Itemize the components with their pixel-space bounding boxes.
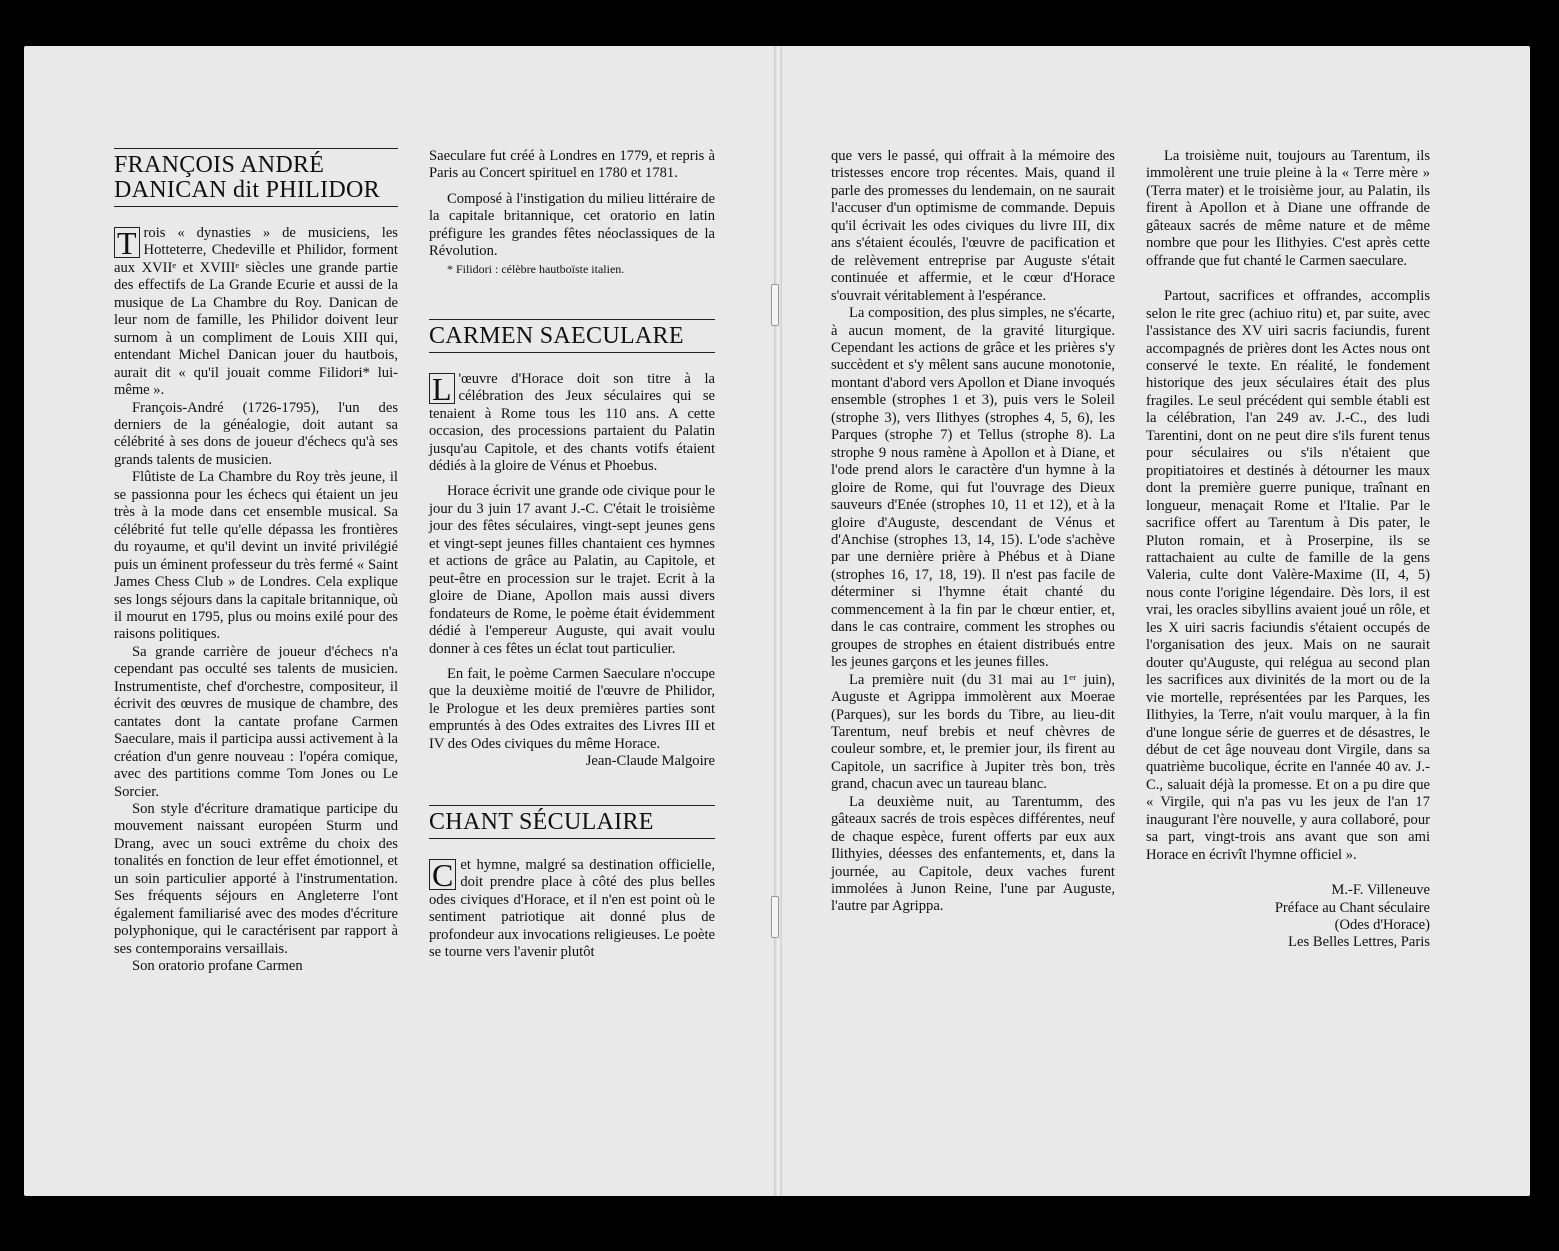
title-line-2: DANICAN dit PHILIDOR	[114, 177, 380, 203]
attribution-line: Préface au Chant séculaire	[1274, 899, 1430, 916]
paragraph: Composé à l'instigation du milieu littéraire de la capitale britannique, cet oratorio en latin préfigure les grandes fêtes néoclassiques de la Révolution.	[429, 190, 715, 260]
footnote: * Filidori : célèbre hautboïste italien.	[447, 261, 625, 276]
article-title-chant: CHANT SÉCULAIRE	[429, 805, 715, 839]
paragraph: Sa grande carrière de joueur d'échecs n'a cependant pas occulté ses talents de musicien. Instrumentiste, chef d'orchestre, compositeur, il écrivit des œuvres de musique de chambre, des cantates dont la cantate profane Carmen Saeculare, mais il participa aussi activement à la création d'un genre nouveau : l'opéra comique, avec des partitions comme Tom Jones ou Le Sorcier.	[114, 643, 398, 800]
paragraph: François-André (1726-1795), l'un des derniers de la généalogie, doit autant sa célébrité à ses dons de joueur d'échecs qu'à ses grands talents de musicien.	[114, 399, 398, 468]
attribution-publisher: Les Belles Lettres, Paris	[1288, 934, 1430, 951]
paragraph: La composition, des plus simples, ne s'écarte, à aucun moment, de la gravité liturgique. Cependant les actions de grâce et les prières s'y succèdent et s'y mêlent sans aucune monotonie, montant d'abord vers Apollon et Diane invoqués ensemble (strophes 1 et 3), puis vers le Soleil (strophe 3), vers Ilithyes (strophes 4, 5, 6), les Parques (strophe 7) et Tellus (strophe 8). La strophe 9 nous ramène à Apollon et à Diane, et l'ode prend alors le caractère d'un hymne à la gloire de Rome, qui fut l'ouvrage des Dieux sauveurs d'Enée (strophes 10, 11 et 12), et à la gloire d'Auguste, descendant de Vénus et d'Anchise (strophes 13, 14, 15). L'ode s'achève par une dernière prière à Phébus et à Diane (strophes 16, 17, 18, 19). Il n'est pas facile de déterminer si l'hymne était chanté du commencement à la fin par le chœur entier, et, dans le cas contraire, comment les strophes ou groupes de strophes en étaient distribués entre les jeunes garçons et les jeunes filles.	[831, 305, 1115, 671]
drop-cap: C	[429, 859, 456, 890]
attribution-line: (Odes d'Horace)	[1334, 917, 1430, 934]
paragraph: La troisième nuit, toujours au Tarentum, ils immolèrent une truie pleine à la « Terre mère » (Terra mater) et le troisième jour, au Palatin, ils firent à Apollon et à Diane une offrande de gâteaux sacrés de même nature et de même nombre que pour les Ilithyies. C'est après cette offrande que fut chanté le Carmen saeculare.	[1146, 148, 1430, 269]
column-3	[831, 148, 1115, 916]
column-1	[114, 148, 398, 975]
article-title-carmen: CARMEN SAECULARE	[429, 319, 715, 353]
staple-top	[771, 284, 779, 326]
attribution-author: M.-F. Villeneuve	[1331, 882, 1430, 899]
paragraph: Son style d'écriture dramatique participe du mouvement naissant européen Sturm und Drang, avec un souci extrême du choix des tonalités en fonction de leur effet émotionnel, et un soin particulier apporté à l'instrumentation. Ses fréquents séjours en Angleterre l'ont également familiarisé avec des modes d'écriture polyphonique, qui le caractérisent par rapport à ses contemporains versaillais.	[114, 800, 398, 957]
spine	[774, 46, 782, 1196]
attribution	[1146, 882, 1430, 952]
paragraph: Flûtiste de La Chambre du Roy très jeune, il se passionna pour les échecs qui étaient un jeu très à la mode dans cet ensemble musical. Sa célébrité fut telle qu'elle dépassa les frontières du royaume, et qu'il devint un invité privilégié puis un éminent professeur du très fermé « Saint James Chess Club » de Londres. Cela explique ses longs séjours dans la capitale britannique, où il mourut en 1795, plus ou moins exilé pour des raisons politiques.	[114, 469, 398, 643]
paragraph-text: 'œuvre d'Horace doit son titre à la célébration des Jeux séculaires qui se tenaient à Rome tous les 110 ans. A cette occasion, des processions partaient du Palatin jusqu'au Capitole, et des chants votifs étaient dédiés à la gloire de Vénus et Phoebus.	[429, 370, 715, 474]
paragraph: La deuxième nuit, au Tarentumm, des gâteaux sacrés de trois espèces différentes, neuf de chaque espèce, furent offerts par eux aux Ilithyies, déesses des enfantements, et, dans la journée, au Capitole, deux vaches furent immolées à Junon Reine, l'une par Auguste, l'autre par Agrippa.	[831, 793, 1115, 915]
drop-cap: L	[429, 373, 455, 404]
paragraph	[429, 371, 715, 476]
paragraph: Saeculare fut créé à Londres en 1779, et repris à Paris au Concert spirituel en 1780 et 1781.	[429, 148, 715, 182]
column-2	[429, 148, 715, 961]
paragraph: Partout, sacrifices et offrandes, accomplis selon le rite grec (achiuo ritu) et, par suite, avec l'assistance des XV uiri sacris faciundis, furent accompagnés de prières dont les Actes nous ont conservé le texte. En réalité, le fondement historique des jeux séculaires était des plus fragiles. Le seul précédent qui semble établi est la célébration, l'an 249 av. J.-C., des ludi Tarentini, dont on ne peut dire s'ils furent tenus pour séculaires ou s'ils n'étaient que propitiatoires et destinés à détourner les maux dont la première guerre punique, traînant en longueur, menaçait Rome et l'Italie. Par le sacrifice offert au Tarentum à Dis pater, le Pluton romain, et à Proserpine, ils se rattachaient au culte de famille de la gens Valeria, culte dont Valère-Maxime (II, 4, 5) nous conte l'origine légendaire. Dès lors, il est vrai, les oracles sibyllins avaient joué un rôle, et les X uiri sacris faciundis s'étaient occupés de l'organisation des jeux. Mais on ne saurait douter qu'Auguste, qui relégua au second plan les sacrifices aux divinités de la mort ou de la vie mortelle, représentées par les Parques, les Ilithyies, la Terre, n'ait voulu marquer, à la fin d'une longue série de guerres et de désastres, le début de cet âge nouveau dont Virgile, dans sa quatrième bucolique, écrite en l'année 40 av. J.-C., saluait déjà la promesse. Et on a pu dire que « Virgile, qui n'a pas vu les jeux de l'an 17 inaugurant l'ère nouvelle, y aura collaboré, pour sa part, vingt-trois ans avant que son ami Horace en écrivît l'hymne officiel ».	[1146, 288, 1430, 863]
paragraph-text: rois « dynasties » de musiciens, les Hotteterre, Chedeville et Philidor, forment aux XVIIᵉ et XVIIIᵉ siècles une grande partie des effectifs de La Grande Ecurie et aussi de la musique de La Chambre du Roy. Danican de leur nom de famille, les Philidor doivent leur surnom à un compliment de Louis XIII qui, entendant Michel Danican jouer du hautbois, aurait dit « qu'il jouait comme Filidori* lui-même ».	[114, 225, 398, 399]
signature: Jean-Claude Malgoire	[585, 753, 715, 770]
paragraph: La première nuit (du 31 mai au 1ᵉʳ juin), Auguste et Agrippa immolèrent aux Moerae (Parques), sur les bords du Tibre, au lieu-dit Tarentum, neuf brebis et neuf chèvres de couleur sombre, et, le premier jour, ils firent au Capitole, un sacrifice à Jupiter très bon, très grand, chacun avec un taureau blanc.	[831, 671, 1115, 793]
paragraph: En fait, le poème Carmen Saeculare n'occupe que la deuxième moitié de l'œuvre de Philidor, le Prologue et les deux premières parties sont empruntés à des Odes extraites des Livres III et IV des Odes civiques du même Horace.	[429, 665, 715, 752]
drop-cap: T	[114, 227, 140, 258]
paragraph: Horace écrivit une grande ode civique pour le jour du 3 juin 17 avant J.-C. C'était le troisième jour des fêtes séculaires, vingt-sept jeunes gens et vingt-sept jeunes filles chantaient ces hymnes et actions de grâce au Palatin, au Capitole, et peut-être en procession sur le trajet. Ecrit à la gloire de Diane, Apollon mais aussi divers fondateurs de Rome, le poème était évidemment dédié à l'empereur Auguste, qui avait voulu donner à ces fêtes un éclat tout particulier.	[429, 483, 715, 657]
column-4	[1146, 148, 1430, 952]
paragraph	[114, 225, 398, 400]
paragraph: que vers le passé, qui offrait à la mémoire des tristesses encore trop récentes. Mais, quand il parle des promesses du lendemain, on ne saurait l'accuser d'un optimisme de commande. Depuis qu'il écrivait les odes civiques du livre III, dix ans s'étaient écoulés, l'œuvre de pacification et de relèvement entreprise par Auguste s'était continuée et affermie, et le cœur d'Horace s'ouvrait véritablement à l'espérance.	[831, 148, 1115, 304]
paragraph-text: et hymne, malgré sa destination officielle, doit prendre place à côté des plus belles odes civiques d'Horace, et il n'en est point où le sentiment patriotique ait donné plus de profondeur aux invocations religieuses. Le poète se tourne vers l'avenir plutôt	[429, 856, 715, 960]
article-title-philidor	[114, 148, 398, 207]
paragraph: Son oratorio profane Carmen	[132, 958, 303, 975]
paragraph	[429, 857, 715, 962]
staple-bottom	[771, 896, 779, 938]
title-line-1: FRANÇOIS ANDRÉ	[114, 152, 325, 178]
